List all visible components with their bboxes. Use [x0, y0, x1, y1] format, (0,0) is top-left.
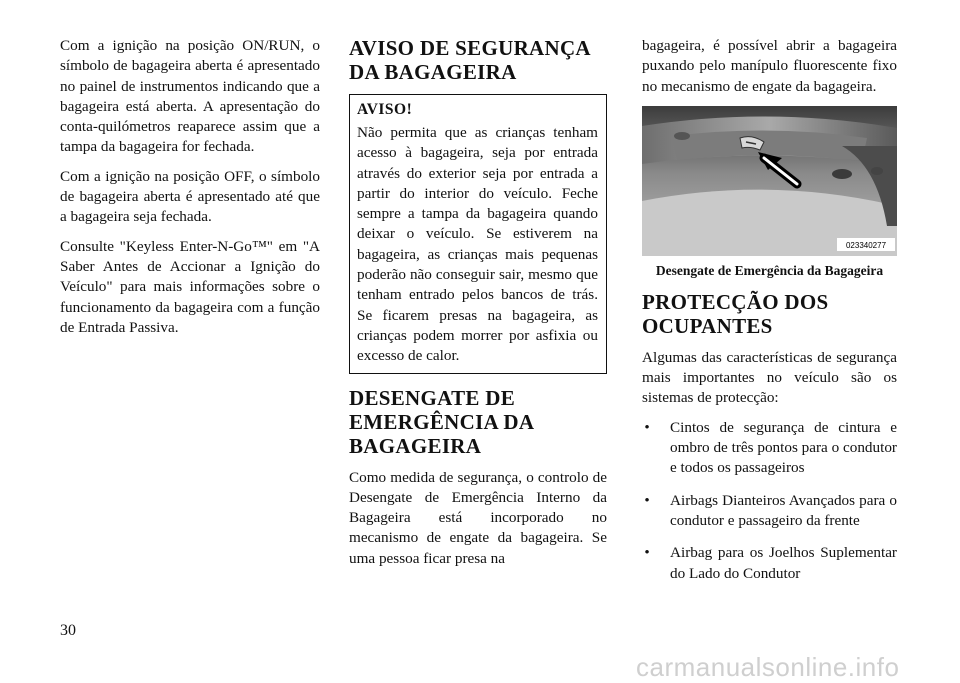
column-left [60, 36, 320, 347]
section-heading: PROTECÇÃO DOS OCUPANTES [642, 289, 829, 338]
warning-box [349, 94, 607, 374]
section-heading: AVISO DE SEGURANÇA DA BAGAGEIRA [349, 36, 590, 84]
trunk-release-photo [642, 106, 897, 256]
paragraph: Algumas das características de segurança mais importantes no veículo são os sistemas de protecção: [642, 348, 897, 407]
list-item: • Airbags Dianteiros Avançados para o condutor e passageiro da frente [642, 491, 897, 532]
image-caption: Desengate de Emergência da Bagageira [655, 262, 884, 278]
bullet-icon: • [644, 418, 650, 436]
paragraph: bagageira, é possível abrir a bagageira puxando pelo manípulo fluorescente fixo no mecanismo de engate da bagageira. [642, 37, 897, 95]
list-item: • Cintos de segurança de cintura e ombro de três pontos para o condutor e todos os passageiros [642, 418, 897, 479]
bullet-icon: • [644, 544, 650, 562]
warning-title: AVISO! [357, 101, 413, 118]
watermark: carmanualsonline.info [636, 652, 900, 682]
column-middle [349, 36, 607, 578]
paragraph: Com a ignição na posição OFF, o símbolo de bagageira aberta é apresentado até que a bagageira seja fechada. [60, 167, 320, 226]
paragraph: Como medida de segurança, o controlo de Desengate de Emergência Interno da Bagageira está incorporado no mecanismo de engate da bagageira. Se uma pessoa ficar presa na [349, 468, 607, 567]
paragraph: Com a ignição na posição ON/RUN, o símbolo de bagageira aberta é apresentado no painel de instrumentos indicando que a bagageira está aberta. A apresentação do conta-quilómetros reaparece assim que a tampa da bagageira for fechada. [60, 37, 320, 156]
paragraph: Consulte "Keyless Enter-N-Go™" em "A Saber Antes de Accionar a Ignição do Veículo" para mais informações sobre o funcionamento da bagageira com a função de Entrada Passiva. [60, 237, 320, 336]
list-item: • Airbag para os Joelhos Suplementar do Lado do Condutor [642, 543, 897, 584]
bullet-list [642, 418, 897, 584]
bullet-icon: • [644, 491, 650, 509]
page-number: 30 [60, 622, 76, 639]
column-right [642, 36, 897, 596]
image-code: 023340277 [845, 240, 887, 250]
section-heading: DESENGATE DE EMERGÊNCIA DA BAGAGEIRA [349, 385, 534, 458]
warning-text: Não permita que as crianças tenham acesso à bagageira, seja por entrada através do exterior seja por entrada a partir do interior do veículo. Feche sempre a tampa da bagageira quando deixar o veículo. Se estiverem na bagageira, as crianças mais pequenas poderão não conseguir sair, mesmo que tenham entrado pelos bancos de trás. Se ficarem presas na bagageira, as crianças podem morrer por asfixia ou excesso de calor. [357, 124, 598, 365]
